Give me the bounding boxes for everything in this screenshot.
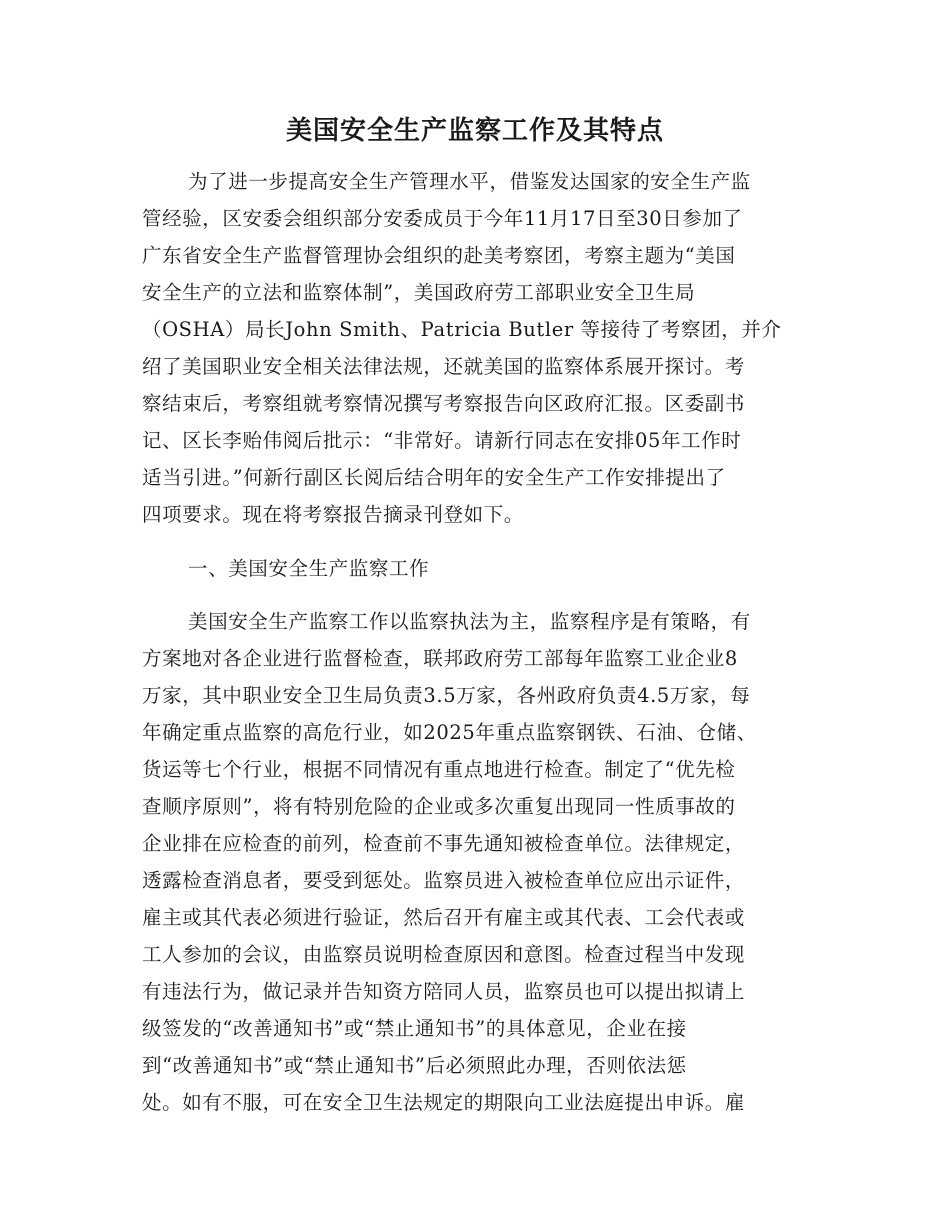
intro-line-1: 为了进一步提高安全生产管理水平，借鉴发达国家的安全生产监 — [188, 170, 751, 193]
intro-line-3: 广东省安全生产监督管理协会组织的赴美考察团，考察主题为“美国 — [142, 244, 736, 267]
body-line-7: 企业排在应检查的前列，检查前不事先通知被检查单位。法律规定， — [142, 832, 746, 855]
body-line-11: 有违法行为，做记录并告知资方陪同人员，监察员也可以提出拟请上 — [142, 980, 746, 1003]
body-line-13: 到“改善通知书”或“禁止通知书”后必须照此办理，否则依法惩 — [142, 1054, 687, 1077]
section-heading: 一、美国安全生产监察工作 — [188, 557, 430, 580]
body-line-9: 雇主或其代表必须进行验证，然后召开有雇主或其代表、工会代表或 — [142, 906, 746, 929]
body-line-3: 万家，其中职业安全卫生局负责3.5万家，各州政府负责4.5万家，每 — [142, 684, 751, 707]
body-line-6: 查顺序原则”，将有特别危险的企业或多次重复出现同一性质事故的 — [142, 795, 736, 818]
intro-line-6: 绍了美国职业安全相关法律法规，还就美国的监察体系展开探讨。考 — [142, 355, 746, 378]
document-title: 美国安全生产监察工作及其特点 — [285, 116, 664, 146]
body-line-14: 处。如有不服，可在安全卫生法规定的期限向工业法庭提出申诉。雇 — [142, 1091, 746, 1114]
intro-line-7: 察结束后，考察组就考察情况撰写考察报告向区政府汇报。区委副书 — [142, 392, 746, 415]
body-line-12: 级签发的“改善通知书”或“禁止通知书”的具体意见，企业在接 — [142, 1017, 687, 1040]
body-line-5: 货运等七个行业，根据不同情况有重点地进行检查。制定了“优先检 — [142, 758, 736, 781]
body-line-1: 美国安全生产监察工作以监察执法为主，监察程序是有策略，有 — [188, 610, 751, 633]
intro-line-10: 四项要求。现在将考察报告摘录刊登如下。 — [142, 503, 524, 526]
intro-line-4: 安全生产的立法和监察体制”，美国政府劳工部职业安全卫生局 — [142, 281, 696, 304]
intro-line-8: 记、区长李贻伟阅后批示：“非常好。请新行同志在安排05年工作时 — [142, 429, 742, 452]
body-line-4: 年确定重点监察的高危行业，如2025年重点监察钢铁、石油、仓储、 — [142, 721, 757, 744]
body-line-8: 透露检查消息者，要受到惩处。监察员进入被检查单位应出示证件， — [142, 869, 746, 892]
intro-line-9: 适当引进。”何新行副区长阅后结合明年的安全生产工作安排提出了 — [142, 466, 726, 489]
intro-line-2: 管经验，区安委会组织部分安委成员于今年11月17日至30日参加了 — [142, 207, 743, 230]
body-line-10: 工人参加的会议，由监察员说明检查原因和意图。检查过程当中发现 — [142, 943, 746, 966]
intro-line-5: （OSHA）局长John Smith、Patricia Butler 等接待了考察团，并介 — [142, 318, 782, 341]
body-line-2: 方案地对各企业进行监督检查，联邦政府劳工部每年监察工业企业8 — [142, 647, 738, 670]
